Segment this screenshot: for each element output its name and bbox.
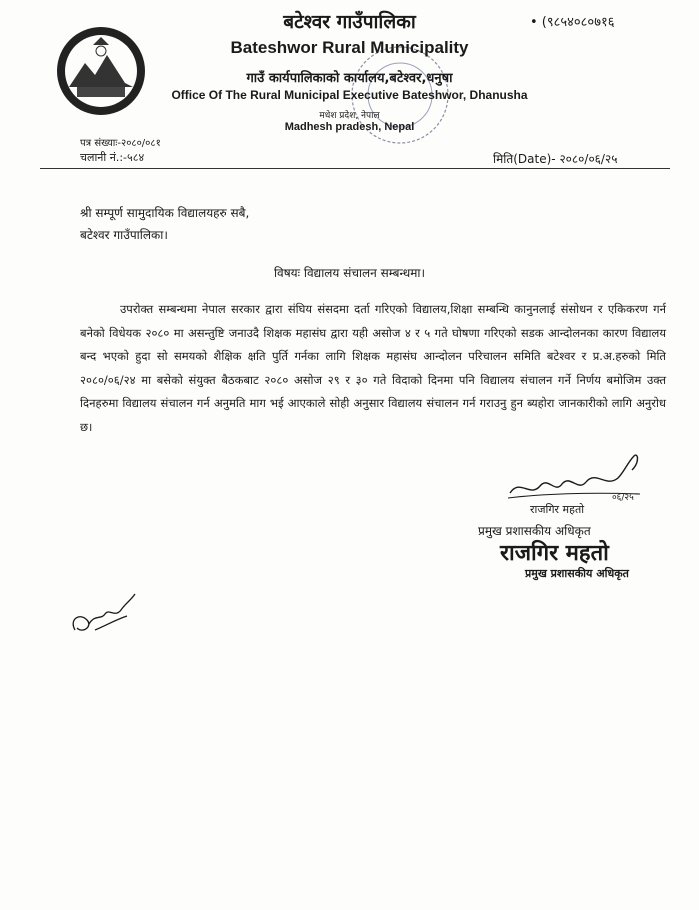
recipient-line-2: बटेश्वर गाउँपालिका।: [80, 228, 168, 242]
handwritten-signature: [500, 448, 650, 508]
letter-date: [493, 150, 617, 167]
date-value: २०८०/०६/२५: [559, 152, 618, 166]
office-name-en: Office Of The Rural Municipal Executive Bateshwor, Dhanusha: [171, 88, 528, 102]
province-en: Madhesh pradesh, Nepal: [284, 121, 415, 133]
office-name-np: गाउँ कार्यपालिकाको कार्यालय,बटेश्वर,धनुषा: [246, 71, 453, 86]
header-divider: [40, 168, 670, 169]
signatory-title: प्रमुख प्रशासकीय अधिकृत: [478, 524, 591, 538]
dispatch-number: चलानी नं.:-५८४: [80, 151, 145, 164]
recipient-line-1: श्री सम्पूर्ण सामुदायिक विद्यालयहरु सबै,: [80, 206, 250, 220]
phone-number: • (९८५४०८०७१६: [530, 15, 615, 30]
municipality-name-en: Bateshwor Rural Municipality: [230, 38, 469, 57]
letter-subject: विषयः विद्यालय संचालन सम्बन्धमा।: [273, 266, 426, 280]
municipality-name-np: बटेश्वर गाउँपालिका: [283, 11, 416, 33]
initials-scribble: [65, 590, 145, 645]
date-label: मिति(Date)-: [493, 152, 556, 166]
stamp-title: प्रमुख प्रशासकीय अधिकृत: [525, 567, 629, 580]
stamp-name: राजगिर महतो: [500, 541, 609, 566]
signatory-name: राजगिर महतो: [530, 503, 585, 516]
signature-date: ०६/२५: [612, 493, 634, 503]
letter-number: पत्र संख्याः-२०८०/०८१: [80, 138, 161, 149]
province-np: मधेश प्रदेश, नेपाल: [319, 111, 380, 121]
letter-body: उपरोक्त सम्बन्धमा नेपाल सरकार द्वारा संघिय संसदमा दर्ता गरिएको विद्यालय,शिक्षा सम्बन्धि कानुनलाई संसोधन र एकिकरण गर्न बनेको विधेयक २०८० मा असन्तुष्टि जनाउदै शिक्षक महासंघ द्वारा यही असोज ४ र ५ गते घोषणा गरिएको सडक आन्दोलनका कारण विद्यालय बन्द भएको हुदा सो समयको शैक्षिक क्षति पुर्ति गर्नका लागि शिक्षक महासंघ आन्दोलन परिचालन समिति बटेश्वर र प्र.अ.हरुको मिति २०८०/०६/२४ मा बसेको संयुक्त बैठकबाट २०८० असोज २९ र ३० गते विदाको दिनमा पनि विद्यालय संचालन गर्ने निर्णय बमोजिम उक्त दिनहरुमा विद्यालय संचालन गर्न अनुमति माग भई आएकाले सोही अनुसार विद्यालय संचालन गर्न गराउनु हुन ब्यहोरा जानकारीको लागि अनुरोध छ।: [80, 302, 666, 434]
phone-icon: • (: [530, 15, 547, 30]
